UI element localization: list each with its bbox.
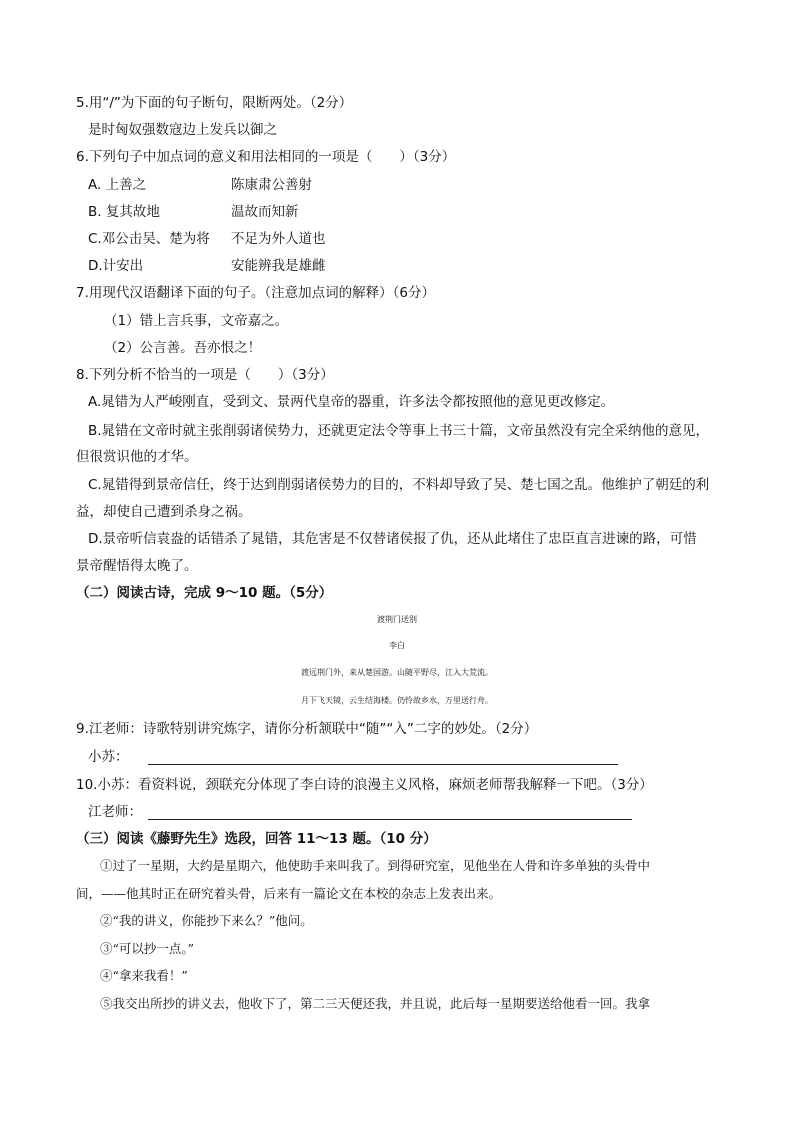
- q9-answer-line[interactable]: [148, 764, 618, 765]
- q8-option-d: D.景帝听信袁盎的话错杀了晁错，其危害是不仅替诸侯报了仇，还从此堵住了忠臣直言进谏的路，可惜: [88, 531, 697, 547]
- passage-paragraph-1: ①过了一星期，大约是星期六，他使助手来叫我了。到得研究室，见他坐在人骨和许多单独的头骨中: [100, 858, 651, 873]
- q10-answer-label: 江老师：: [88, 804, 142, 820]
- passage-paragraph-4: ④“拿来我看！”: [100, 968, 188, 983]
- q8-option-b: B.晁错在文帝时就主张削弱诸侯势力，还就更定法令等事上书三十篇，文帝虽然没有完全采纳他的意见，: [88, 423, 710, 439]
- q6-stem: 6.下列句子中加点词的意义和用法相同的一项是（ ）（3分）: [76, 149, 456, 165]
- q10-stem: 10.小苏：看资料说，颈联充分体现了李白诗的浪漫主义风格，麻烦老师帮我解释一下吧。（3分）: [76, 777, 653, 793]
- q8-option-a: A.晁错为人严峻刚直，受到文、景两代皇帝的器重，许多法令都按照他的意见更改修定。: [88, 394, 615, 410]
- q8-option-c: C.晁错得到景帝信任，终于达到削弱诸侯势力的目的，不料却导致了吴、楚七国之乱。他维护了朝廷的利: [88, 477, 710, 493]
- q9-stem: 9.江老师：诗歌特别讲究炼字，请你分析颔联中“随”“入”二字的妙处。（2分）: [76, 721, 538, 737]
- q8-option-c-cont: 益，却使自己遭到杀身之祸。: [76, 504, 252, 520]
- q6-option-d-pair: 安能辨我是雄雌: [231, 258, 326, 274]
- section3-heading: （三）阅读《藤野先生》选段，回答 11～13 题。（10 分）: [76, 831, 437, 847]
- q7-item-1: （1）错上言兵事，文帝嘉之。: [104, 313, 289, 329]
- q7-stem: 7.用现代汉语翻译下面的句子。（注意加点词的解释）（6分）: [76, 285, 435, 301]
- passage-paragraph-1-cont: 间，——他其时正在研究着头骨，后来有一篇论文在本校的杂志上发表出来。: [76, 886, 502, 901]
- q5-sentence: 是时匈奴强数寇边上发兵以御之: [88, 122, 277, 138]
- q9-answer-label: 小苏：: [88, 749, 129, 765]
- passage-paragraph-2: ②“我的讲义，你能抄下来么？”他问。: [100, 913, 313, 928]
- q10-answer-line[interactable]: [148, 819, 632, 820]
- poem-author: 李白: [389, 641, 405, 650]
- q6-option-b: B. 复其故地: [88, 204, 160, 220]
- q6-option-c: C.邓公击吴、楚为将: [88, 231, 210, 247]
- q8-option-d-cont: 景帝醒悟得太晚了。: [76, 558, 198, 574]
- q6-option-a-pair: 陈康肃公善射: [231, 177, 312, 193]
- poem-title: 渡荆门送别: [377, 615, 417, 624]
- q6-option-c-pair: 不足为外人道也: [231, 231, 326, 247]
- q6-option-d: D.计安出: [88, 258, 144, 274]
- passage-paragraph-3: ③“可以抄一点。”: [100, 941, 195, 956]
- poem-line-1: 渡远荆门外，来从楚国游。山随平野尽，江入大荒流。: [301, 668, 493, 677]
- q6-option-a: A. 上善之: [88, 177, 147, 193]
- q8-option-b-cont: 但很赏识他的才华。: [76, 449, 198, 465]
- q6-option-b-pair: 温故而知新: [231, 204, 299, 220]
- q8-stem: 8.下列分析不恰当的一项是（ ）（3分）: [76, 367, 334, 383]
- q5-stem: 5.用“/”为下面的句子断句，限断两处。（2分）: [76, 95, 353, 111]
- poem-line-2: 月下飞天镜，云生结海楼。仍怜故乡水，万里送行舟。: [301, 696, 493, 705]
- passage-paragraph-5: ⑤我交出所抄的讲义去，他收下了，第二三天便还我，并且说，此后每一星期要送给他看一回。我拿: [100, 996, 651, 1011]
- section2-heading: （二）阅读古诗，完成 9～10 题。（5分）: [76, 585, 333, 601]
- q7-item-2: （2）公言善。吾亦恨之！: [104, 340, 262, 356]
